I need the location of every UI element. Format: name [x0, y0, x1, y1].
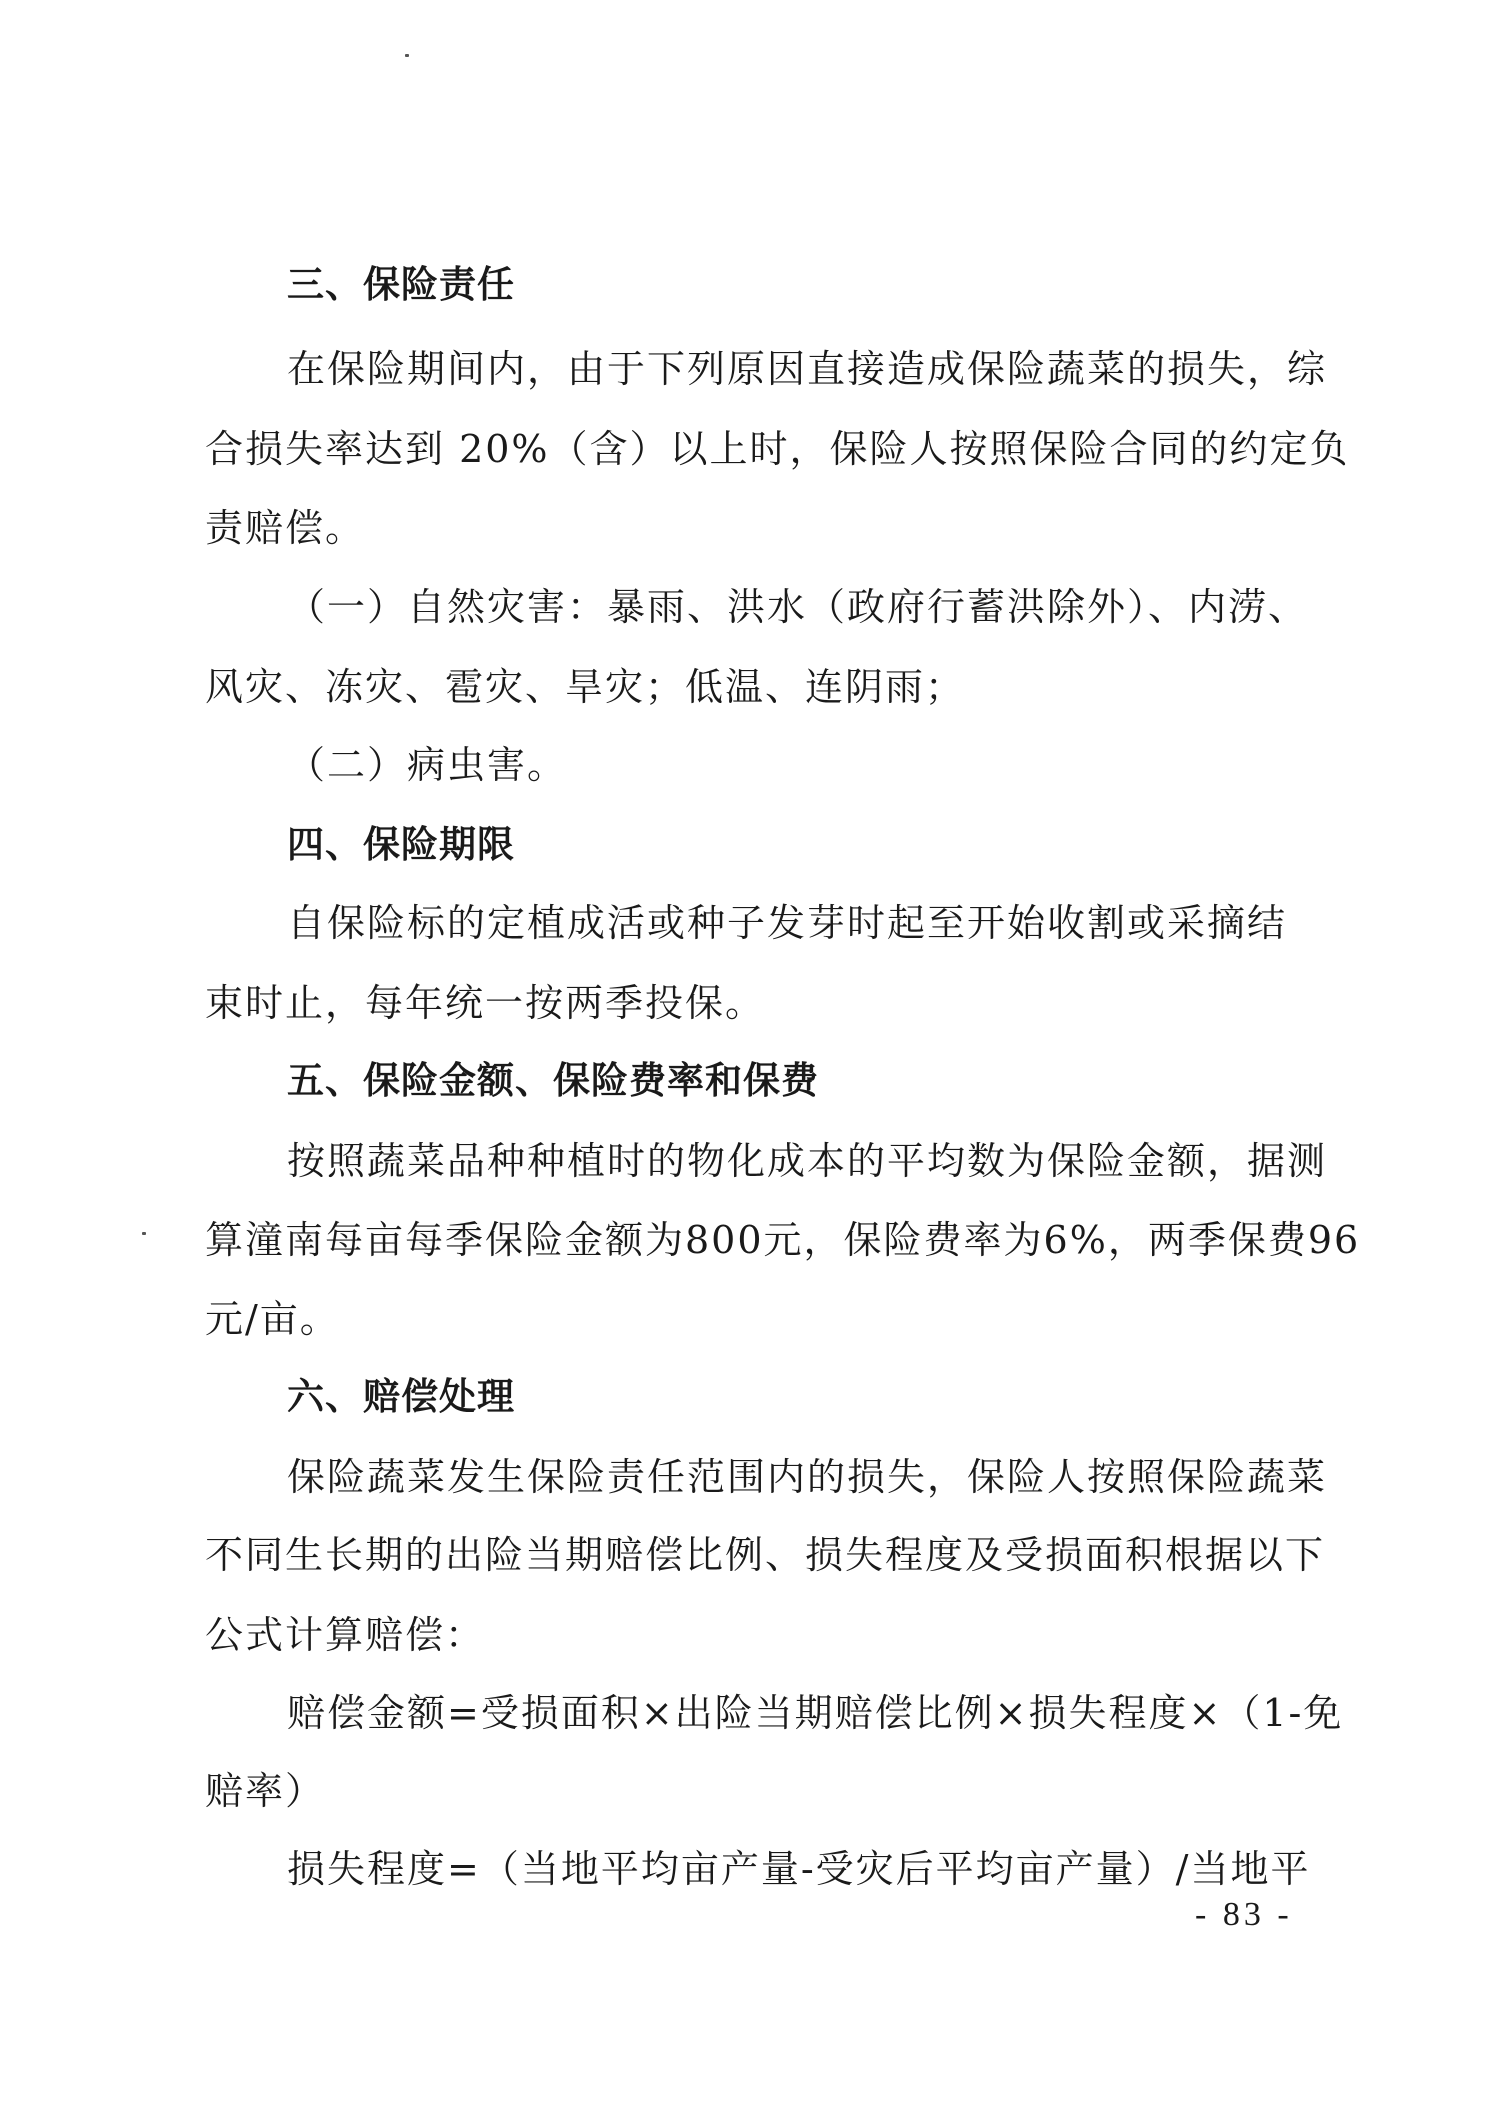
list-item-pests: （二）病虫害。 — [287, 743, 568, 787]
list-item-continuation: 风灾、冻灾、雹灾、旱灾；低温、连阴雨； — [205, 665, 966, 709]
section-heading-insurance-liability: 三、保险责任 — [287, 263, 515, 306]
formula-continuation: 赔率） — [205, 1769, 326, 1813]
paragraph-line: 自保险标的定植成活或种子发芽时起至开始收割或采摘结 — [287, 901, 1288, 945]
paragraph-line: 束时止，每年统一按两季投保。 — [205, 981, 766, 1025]
paragraph-line: 公式计算赔偿： — [205, 1613, 486, 1657]
page-number: - 83 - — [1195, 1896, 1293, 1933]
scan-speck — [405, 54, 409, 57]
section-heading-insurance-period: 四、保险期限 — [287, 823, 515, 866]
paragraph-line: 不同生长期的出险当期赔偿比例、损失程度及受损面积根据以下 — [205, 1533, 1326, 1577]
paragraph-line: 在保险期间内，由于下列原因直接造成保险蔬菜的损失，综 — [287, 347, 1328, 391]
scan-speck — [142, 1232, 146, 1235]
paragraph-line: 责赔偿。 — [205, 506, 366, 550]
paragraph-line: 保险蔬菜发生保险责任范围内的损失，保险人按照保险蔬菜 — [287, 1455, 1328, 1499]
formula-loss-degree: 损失程度=（当地平均亩产量-受灾后平均亩产量）/当地平 — [287, 1847, 1311, 1891]
paragraph-line: 按照蔬菜品种种植时的物化成本的平均数为保险金额，据测 — [287, 1139, 1328, 1183]
list-item-natural-disasters: （一）自然灾害：暴雨、洪水（政府行蓄洪除外）、内涝、 — [287, 585, 1309, 629]
section-heading-compensation: 六、赔偿处理 — [287, 1375, 515, 1418]
formula-compensation-amount: 赔偿金额=受损面积×出险当期赔偿比例×损失程度×（1-免 — [287, 1691, 1344, 1735]
paragraph-line: 算潼南每亩每季保险金额为800元，保险费率为6%，两季保费96 — [205, 1218, 1361, 1262]
paragraph-line: 元/亩。 — [205, 1297, 340, 1341]
paragraph-line: 合损失率达到 20%（含）以上时，保险人按照保险合同的约定负 — [205, 427, 1350, 471]
section-heading-insured-amount: 五、保险金额、保险费率和保费 — [287, 1059, 819, 1102]
